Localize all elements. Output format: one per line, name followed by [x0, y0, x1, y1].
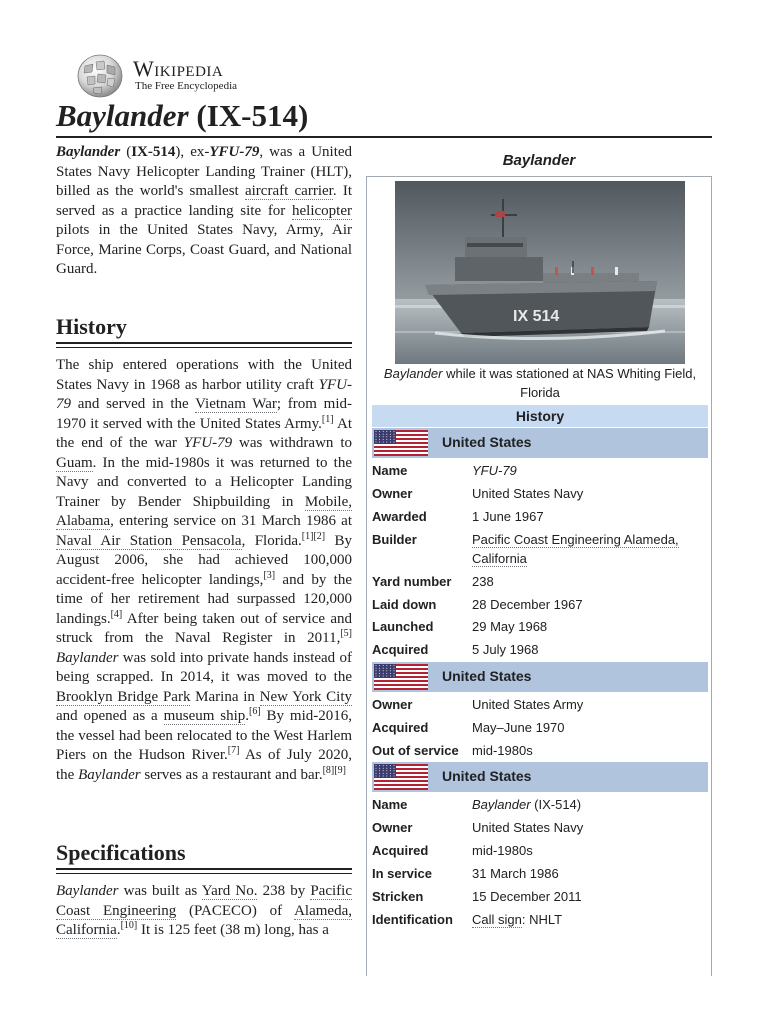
- infobox-key: Acquired: [372, 642, 429, 658]
- history-text: .: [245, 708, 250, 724]
- infobox-key: Acquired: [372, 842, 429, 858]
- us-flag-icon: [374, 430, 428, 456]
- infobox-value-cell: [472, 530, 708, 568]
- intro-ex: ex-: [190, 144, 210, 160]
- us-flag-icon: [374, 664, 428, 690]
- infobox-key: Acquired: [372, 719, 429, 735]
- infobox-value: Baylander: [472, 797, 531, 812]
- intro-text-3: pilots in the United States Navy, Army, Air Force, Marine Corps, Coast Guard, and National Guard.: [56, 222, 352, 277]
- infobox-value: YFU-79: [472, 463, 517, 478]
- specifications-rule: [56, 868, 352, 870]
- infobox-flag-header: [372, 428, 708, 458]
- intro-text-1: , was a United States Navy Helicopter Landing Trainer (HLT), billed as the world's smallest: [56, 144, 353, 199]
- specs-text: It is 125 feet (38 m) long, has a: [137, 922, 329, 938]
- infobox-row: [372, 695, 708, 718]
- infobox-row: [372, 530, 708, 566]
- infobox-title: Baylander: [502, 152, 576, 169]
- infobox-value: 31 March 1986: [472, 865, 559, 881]
- infobox-row: [372, 617, 708, 640]
- ref-7[interactable]: [7]: [227, 745, 240, 756]
- history-text: and served in the: [71, 396, 196, 412]
- infobox-value-link[interactable]: Pacific Coast Engineering Alameda, California: [472, 531, 679, 566]
- infobox-row: [372, 640, 708, 663]
- infobox-value-link[interactable]: Call sign: [472, 911, 522, 927]
- ship-hull-number: IX 514: [513, 308, 560, 325]
- infobox-value-cell: [472, 795, 708, 814]
- link-vietnam-war[interactable]: Vietnam War: [195, 396, 277, 412]
- history-text: and opened as a: [56, 708, 164, 724]
- link-brooklyn-bridge-park[interactable]: Brooklyn Bridge Park: [56, 688, 191, 705]
- history-rule-thin: [56, 347, 352, 348]
- history-text: By August 2006, she had achieved 100,000 accident-free helicopter landings,: [56, 532, 352, 588]
- history-yfu: YFU-79: [183, 435, 233, 451]
- specs-text: (PACECO) of: [176, 902, 295, 919]
- specifications-heading: Specifications: [56, 840, 186, 865]
- intro-ship-name: Baylander: [56, 144, 121, 160]
- link-aircraft-carrier[interactable]: aircraft carrier: [244, 183, 333, 199]
- infobox-value: May–June 1970: [472, 719, 565, 735]
- infobox: [366, 176, 712, 976]
- history-text: , Florida.: [241, 532, 302, 549]
- infobox-value-extra: (IX-514): [530, 797, 582, 812]
- infobox-key: Out of service: [372, 742, 459, 758]
- infobox-key: Awarded: [372, 508, 427, 524]
- infobox-value: mid-1980s: [472, 742, 533, 758]
- history-text: and by the time of her retirement had surpassed 120,000 landings.: [56, 571, 353, 627]
- infobox-value: United States Navy: [472, 819, 584, 835]
- ship-photo[interactable]: [395, 181, 685, 364]
- history-text: Marina in: [190, 688, 260, 705]
- infobox-key: Owner: [372, 819, 413, 835]
- infobox-row: [372, 864, 708, 887]
- history-text: was sold into private hands instead of being scrapped. In 2014, it was moved to the: [56, 649, 352, 685]
- infobox-row: [372, 484, 708, 507]
- infobox-row: [372, 718, 708, 741]
- infobox-value-cell: [472, 461, 708, 480]
- infobox-value-cell: [472, 507, 708, 526]
- infobox-row: [372, 910, 708, 933]
- ref-3[interactable]: [3]: [263, 569, 276, 581]
- history-yfu: YFU-79: [56, 376, 352, 412]
- history-heading: History: [56, 314, 127, 339]
- wikipedia-logo[interactable]: [75, 52, 255, 98]
- intro-ex-name: YFU-79: [209, 144, 260, 160]
- infobox-key: Laid down: [372, 596, 437, 612]
- infobox-flag-label: United States: [442, 768, 532, 784]
- photo-caption: [371, 364, 709, 402]
- infobox-row: [372, 461, 708, 484]
- intro-paragraph: Baylander (IX-514), ex-YFU-79, was a United States Navy Helicopter Landing Trainer (HLT), billed as the world's smallest aircraft carrier. It served as a practice landing site for helicopter pilots in the United States Navy, Army, Air Force, Marine Corps, Coast Guard, and National Guard.: [56, 144, 353, 277]
- page-title-name: Baylander: [56, 98, 189, 133]
- specs-text: 238 by: [257, 883, 311, 899]
- history-text: After being taken out of service and struck from the Naval Register in 2011,: [56, 610, 352, 646]
- link-mobile-alabama[interactable]: Mobile, Alabama: [56, 493, 352, 529]
- history-text: The ship entered operations with the United States Navy in 1968 as harbor utility craft: [56, 357, 352, 393]
- infobox-value-cell: [472, 864, 708, 883]
- infobox-row: [372, 572, 708, 595]
- ref-6[interactable]: [6]: [249, 706, 261, 717]
- infobox-value-cell: [472, 595, 708, 614]
- infobox-row: [372, 841, 708, 864]
- infobox-value-cell: [472, 818, 708, 837]
- specifications-paragraph: [56, 882, 352, 941]
- infobox-row: [372, 595, 708, 618]
- history-text: . In the mid-1980s it was returned to the Navy and converted to a Helicopter Landing Trainer by Bender Shipbuilding in: [56, 454, 352, 510]
- infobox-key: Name: [372, 463, 408, 478]
- history-text: ; from mid-1970 it served with the United States Army.: [56, 396, 353, 432]
- infobox-value: 1 June 1967: [472, 508, 544, 524]
- infobox-value: United States Army: [472, 697, 584, 712]
- link-yard-no[interactable]: Yard No.: [201, 883, 258, 899]
- infobox-value-cell: [472, 484, 708, 503]
- infobox-value-cell: [472, 640, 708, 659]
- infobox-row: [372, 507, 708, 530]
- infobox-value: 29 May 1968: [472, 619, 548, 635]
- intro-text-2: . It served as a practice landing site for: [56, 183, 352, 219]
- link-helicopter[interactable]: helicopter: [292, 202, 352, 219]
- infobox-value-cell: [472, 741, 708, 760]
- infobox-key: Builder: [372, 531, 417, 547]
- infobox-value-cell: [472, 887, 708, 906]
- infobox-flag-label: United States: [442, 434, 532, 450]
- infobox-value: 5 July 1968: [472, 642, 539, 658]
- title-divider: [56, 136, 712, 138]
- ref-4[interactable]: [4]: [110, 608, 123, 620]
- infobox-key: In service: [372, 865, 432, 881]
- link-guam[interactable]: Guam: [56, 454, 93, 471]
- infobox-value: United States Navy: [472, 485, 584, 501]
- link-museum-ship[interactable]: museum ship: [163, 708, 246, 724]
- history-text: , entering service on 31 March 1986 at: [110, 513, 352, 529]
- infobox-flag-label: United States: [442, 668, 532, 684]
- infobox-value-cell: [472, 695, 708, 714]
- infobox-value: 238: [472, 573, 494, 589]
- infobox-key: Owner: [372, 485, 413, 501]
- infobox-row: [372, 887, 708, 910]
- history-text: As of July 2020, the: [56, 747, 353, 783]
- infobox-value-cell: [472, 910, 708, 929]
- specs-text: was built as: [118, 883, 202, 899]
- infobox-value-cell: [472, 617, 708, 636]
- infobox-value-cell: [472, 718, 708, 737]
- infobox-key: Name: [372, 797, 408, 812]
- infobox-value: 15 December 2011: [472, 888, 582, 904]
- history-baylander: Baylander: [78, 766, 141, 783]
- infobox-row: [372, 741, 708, 764]
- specifications-rule-thin: [56, 873, 352, 874]
- ref-1[interactable]: [1]: [321, 413, 334, 425]
- history-text: serves as a restaurant and bar.: [140, 766, 323, 783]
- infobox-value-cell: [472, 572, 708, 591]
- infobox-key: Yard number: [372, 573, 452, 589]
- us-flag-icon: [374, 764, 428, 790]
- photo-caption-text: while it was stationed at NAS Whiting Field, Florida: [442, 366, 697, 400]
- ref-1-2[interactable]: [1][2]: [301, 530, 326, 542]
- infobox-row: [372, 795, 708, 818]
- page-title-hull: (IX-514): [196, 98, 309, 133]
- history-text: By mid-2016, the vessel had been relocated to the West Harlem Piers on the Hudson River.: [56, 708, 352, 763]
- link-alameda-california[interactable]: Alameda, California: [56, 902, 352, 938]
- infobox-value-extra: : NHLT: [521, 911, 563, 927]
- infobox-row: [372, 818, 708, 841]
- ref-5[interactable]: [5]: [340, 628, 352, 639]
- infobox-history-header: History: [372, 405, 708, 427]
- wikipedia-wordmark: Wikipedia: [133, 56, 224, 81]
- photo-caption-italic: Baylander: [383, 366, 443, 381]
- specs-text: .: [116, 922, 121, 938]
- infobox-flag-header: [372, 662, 708, 692]
- history-paragraph: [56, 356, 352, 785]
- wikipedia-tagline: The Free Encyclopedia: [135, 80, 238, 92]
- history-baylander: Baylander: [56, 649, 119, 666]
- link-pacific-coast-engineering[interactable]: Pacific Coast Engineering: [56, 883, 352, 919]
- history-rule: [56, 342, 352, 344]
- ship-photo-image: [395, 181, 685, 364]
- infobox-key: Stricken: [372, 888, 424, 904]
- infobox-key: Identification: [372, 911, 453, 927]
- link-nas-pensacola[interactable]: Naval Air Station Pensacola: [56, 532, 242, 549]
- ref-8-9[interactable]: [8][9]: [322, 764, 346, 776]
- infobox-flag-header: [372, 762, 708, 792]
- specs-baylander: Baylander: [56, 883, 119, 899]
- wikipedia-globe-icon: [75, 52, 125, 98]
- infobox-key: Launched: [372, 619, 434, 635]
- intro-hull: IX-514: [131, 144, 176, 160]
- page-title: [56, 96, 308, 136]
- infobox-value-cell: [472, 841, 708, 860]
- infobox-value: 28 December 1967: [472, 596, 583, 612]
- history-text: At the end of the war: [56, 415, 352, 451]
- infobox-key: Owner: [372, 697, 413, 712]
- link-new-york-city[interactable]: New York City: [259, 688, 353, 705]
- infobox-value: mid-1980s: [472, 842, 533, 858]
- history-text: was withdrawn to: [232, 435, 352, 451]
- ref-10[interactable]: [10]: [120, 920, 138, 931]
